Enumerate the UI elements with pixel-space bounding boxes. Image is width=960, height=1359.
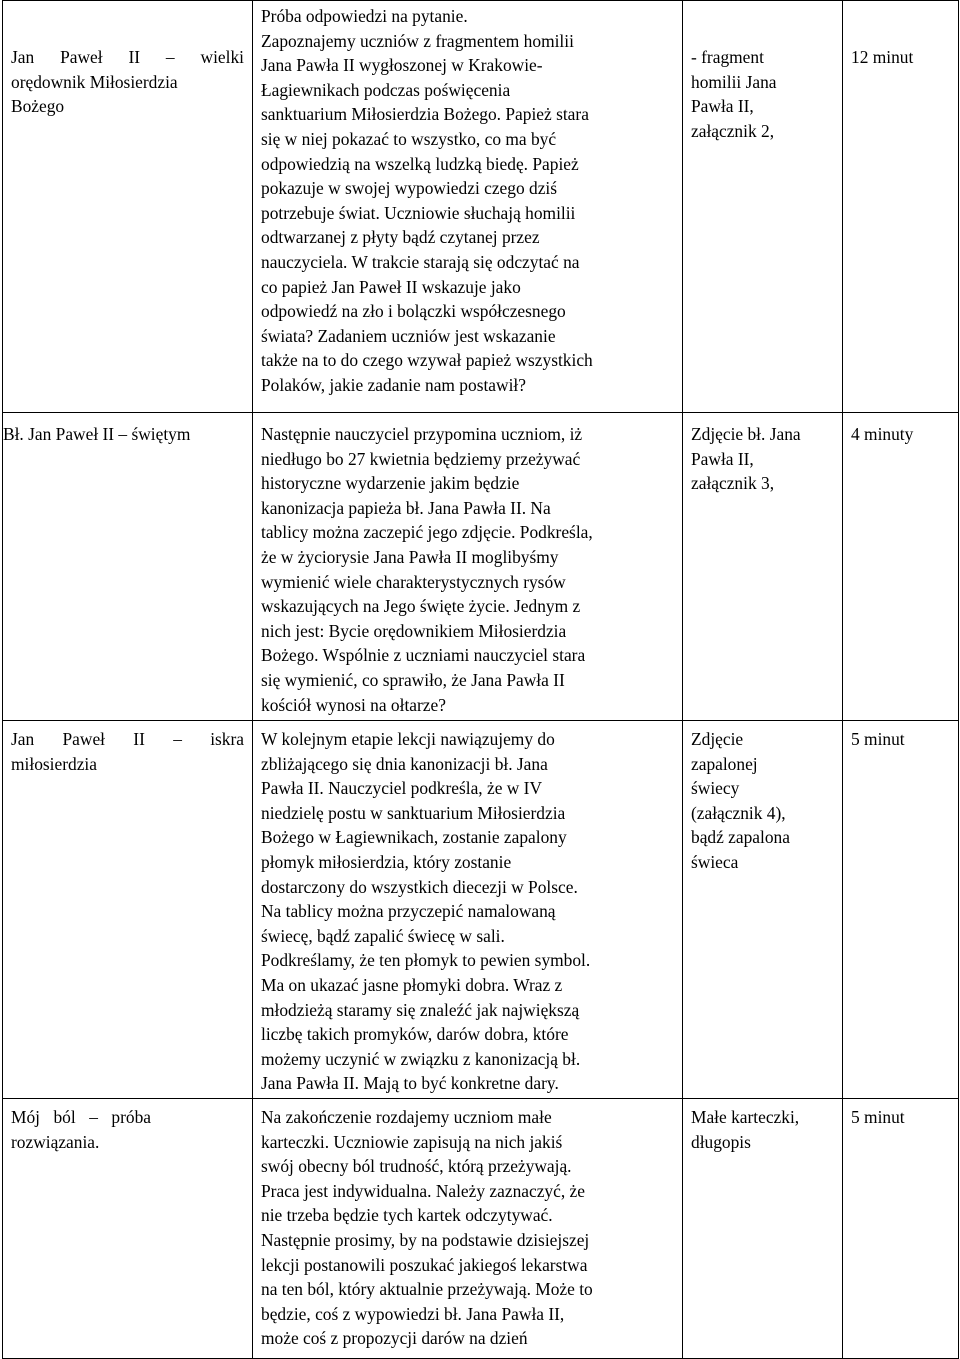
content-line: wymienić wiele charakterystycznych rysów	[261, 571, 566, 592]
content-line: wskazujących na Jego święte życie. Jednym z	[261, 596, 581, 617]
topic-line: miłosierdzia	[11, 753, 97, 774]
content-line: możemy uczynić w związku z kanonizacją bł.	[261, 1048, 581, 1069]
materials-cell	[683, 1, 843, 413]
content-line: lekcji postanowili poszukać jakiegoś lekarstwa	[261, 1254, 588, 1275]
content-line: pokazuje w swojej wypowiedzi czego dziś	[261, 178, 558, 199]
content-line: zbliżającego się dnia kanonizacji bł. Jana	[261, 753, 548, 774]
content-line: odtwarzanej z płyty bądź czytanej przez	[261, 227, 540, 248]
table-row	[3, 1, 959, 413]
content-line: co papież Jan Paweł II wskazuje jako	[261, 276, 521, 297]
content-line: na ten ból, który aktualnie przeżywają. Może to	[261, 1279, 593, 1300]
content-line: Następnie prosimy, by na podstawie dzisiejszej	[261, 1229, 590, 1250]
topic-line: orędownik Miłosierdzia	[11, 71, 178, 92]
materials-line: Pawła II,	[691, 448, 754, 469]
content-line: Łagiewnikach podczas poświęcenia	[261, 79, 511, 100]
topic-line: Jan Paweł II – wielki	[11, 47, 244, 67]
materials-line: świeca	[691, 851, 739, 872]
content-line: Następnie nauczyciel przypomina uczniom, iż	[261, 424, 583, 444]
materials-line: - fragment	[691, 47, 764, 67]
content-line: Pawła II. Nauczyciel podkreśla, że w IV	[261, 778, 543, 799]
time-value: 4 minuty	[851, 424, 914, 444]
topic-cell	[3, 413, 253, 721]
content-line: dostarczony do wszystkich diecezji w Polsce.	[261, 876, 578, 897]
content-line: Polaków, jakie zadanie nam postawił?	[261, 374, 526, 395]
topic-cell	[3, 1099, 253, 1359]
content-cell	[253, 1, 683, 413]
content-line: Próba odpowiedzi na pytanie.	[261, 6, 468, 26]
content-line: sanktuarium Miłosierdzia Bożego. Papież stara	[261, 104, 589, 125]
time-value: 5 minut	[851, 1107, 905, 1127]
content-line: Jana Pawła II wygłoszonej w Krakowie-	[261, 55, 543, 76]
content-line: Na tablicy można przyczepić namalowaną	[261, 901, 556, 922]
lesson-plan-table	[2, 0, 959, 1359]
content-line: karteczki. Uczniowie zapisują na nich jakiś	[261, 1131, 563, 1152]
content-line: może coś z propozycji darów na dzień	[261, 1328, 528, 1349]
time-cell	[843, 413, 959, 721]
time-cell	[843, 1, 959, 413]
content-cell	[253, 1099, 683, 1359]
content-line: świecę, bądź zapalić świecę w sali.	[261, 925, 505, 946]
content-line: historyczne wydarzenie jakim będzie	[261, 473, 520, 494]
content-line: będzie, coś z wypowiedzi bł. Jana Pawła II,	[261, 1303, 565, 1324]
time-value: 5 minut	[851, 729, 905, 749]
materials-line: załącznik 3,	[691, 473, 775, 494]
time-cell	[843, 1099, 959, 1359]
materials-line: załącznik 2,	[691, 120, 775, 141]
content-line: Bożego. Wspólnie z uczniami nauczyciel stara	[261, 645, 586, 666]
content-line: Podkreślamy, że ten płomyk to pewien symbol.	[261, 950, 591, 971]
content-line: płomyk miłosierdzia, który zostanie	[261, 851, 512, 872]
content-line: Bożego w Łagiewnikach, zostanie zapalony	[261, 827, 567, 848]
topic-line: Jan Paweł II – iskra	[11, 729, 244, 749]
time-value: 12 minut	[851, 47, 914, 67]
content-line: odpowiedzią na wszelką ludzką biedę. Papież	[261, 153, 579, 174]
content-line: nauczyciela. W trakcie starają się odczytać na	[261, 251, 580, 272]
materials-line: Małe karteczki,	[691, 1107, 800, 1127]
content-line: potrzebuje świat. Uczniowie słuchają homilii	[261, 202, 576, 223]
topic-line: Bł. Jan Paweł II – świętym	[3, 424, 191, 444]
content-line: niedługo bo 27 kwietnia będziemy przeżywać	[261, 448, 581, 469]
content-line: niedzielę postu w sanktuarium Miłosierdzia	[261, 802, 566, 823]
content-line: Ma on ukazać jasne płomyki dobra. Wraz z	[261, 974, 563, 995]
materials-line: długopis	[691, 1131, 751, 1152]
materials-line: homilii Jana	[691, 71, 777, 92]
content-line: W kolejnym etapie lekcji nawiązujemy do	[261, 729, 555, 749]
content-line: świata? Zadaniem uczniów jest wskazanie	[261, 325, 556, 346]
content-line: swój obecny ból trudność, którą przeżywają.	[261, 1156, 572, 1177]
topic-cell	[3, 721, 253, 1099]
content-line: się wymienić, co sprawiło, że Jana Pawła II	[261, 669, 565, 690]
content-line: tablicy można zaczepić jego zdjęcie. Podkreśla,	[261, 522, 593, 543]
content-line: nie trzeba będzie tych kartek odczytywać.	[261, 1205, 553, 1226]
content-line: także na to do czego wzywał papież wszystkich	[261, 350, 593, 371]
topic-line: rozwiązania.	[11, 1131, 100, 1152]
content-line: nich jest: Bycie orędownikiem Miłosierdzia	[261, 620, 567, 641]
materials-line: (załącznik 4),	[691, 802, 786, 823]
content-line: kościół wynosi na ołtarze?	[261, 694, 446, 715]
time-cell	[843, 721, 959, 1099]
materials-line: bądź zapalona	[691, 827, 790, 848]
materials-line: Pawła II,	[691, 96, 754, 117]
content-line: że w życiorysie Jana Pawła II moglibyśmy	[261, 546, 559, 567]
content-cell	[253, 413, 683, 721]
materials-line: Zdjęcie	[691, 729, 744, 749]
topic-cell	[3, 1, 253, 413]
content-line: Na zakończenie rozdajemy uczniom małe	[261, 1107, 552, 1127]
content-line: kanonizacja papieża bł. Jana Pawła II. Na	[261, 497, 551, 518]
content-line: Jana Pawła II. Mają to być konkretne dary.	[261, 1073, 559, 1094]
content-cell	[253, 721, 683, 1099]
materials-line: Zdjęcie bł. Jana	[691, 424, 801, 444]
topic-line: Mój ból – próba	[11, 1107, 151, 1127]
materials-cell	[683, 413, 843, 721]
content-line: odpowiedź na zło i bolączki współczesnego	[261, 301, 566, 322]
materials-cell	[683, 721, 843, 1099]
table-row	[3, 413, 959, 721]
content-line: Zapoznajemy uczniów z fragmentem homilii	[261, 30, 574, 51]
table-row	[3, 721, 959, 1099]
content-line: Praca jest indywidualna. Należy zaznaczyć, że	[261, 1180, 585, 1201]
content-line: się w niej pokazać to wszystko, co ma być	[261, 128, 557, 149]
materials-line: świecy	[691, 778, 740, 799]
materials-line: zapalonej	[691, 753, 758, 774]
topic-line: Bożego	[11, 96, 65, 117]
content-line: liczbę takich promyków, darów dobra, które	[261, 1024, 569, 1045]
table-row	[3, 1099, 959, 1359]
content-line: młodzieżą staramy się znaleźć jak największą	[261, 999, 580, 1020]
materials-cell	[683, 1099, 843, 1359]
